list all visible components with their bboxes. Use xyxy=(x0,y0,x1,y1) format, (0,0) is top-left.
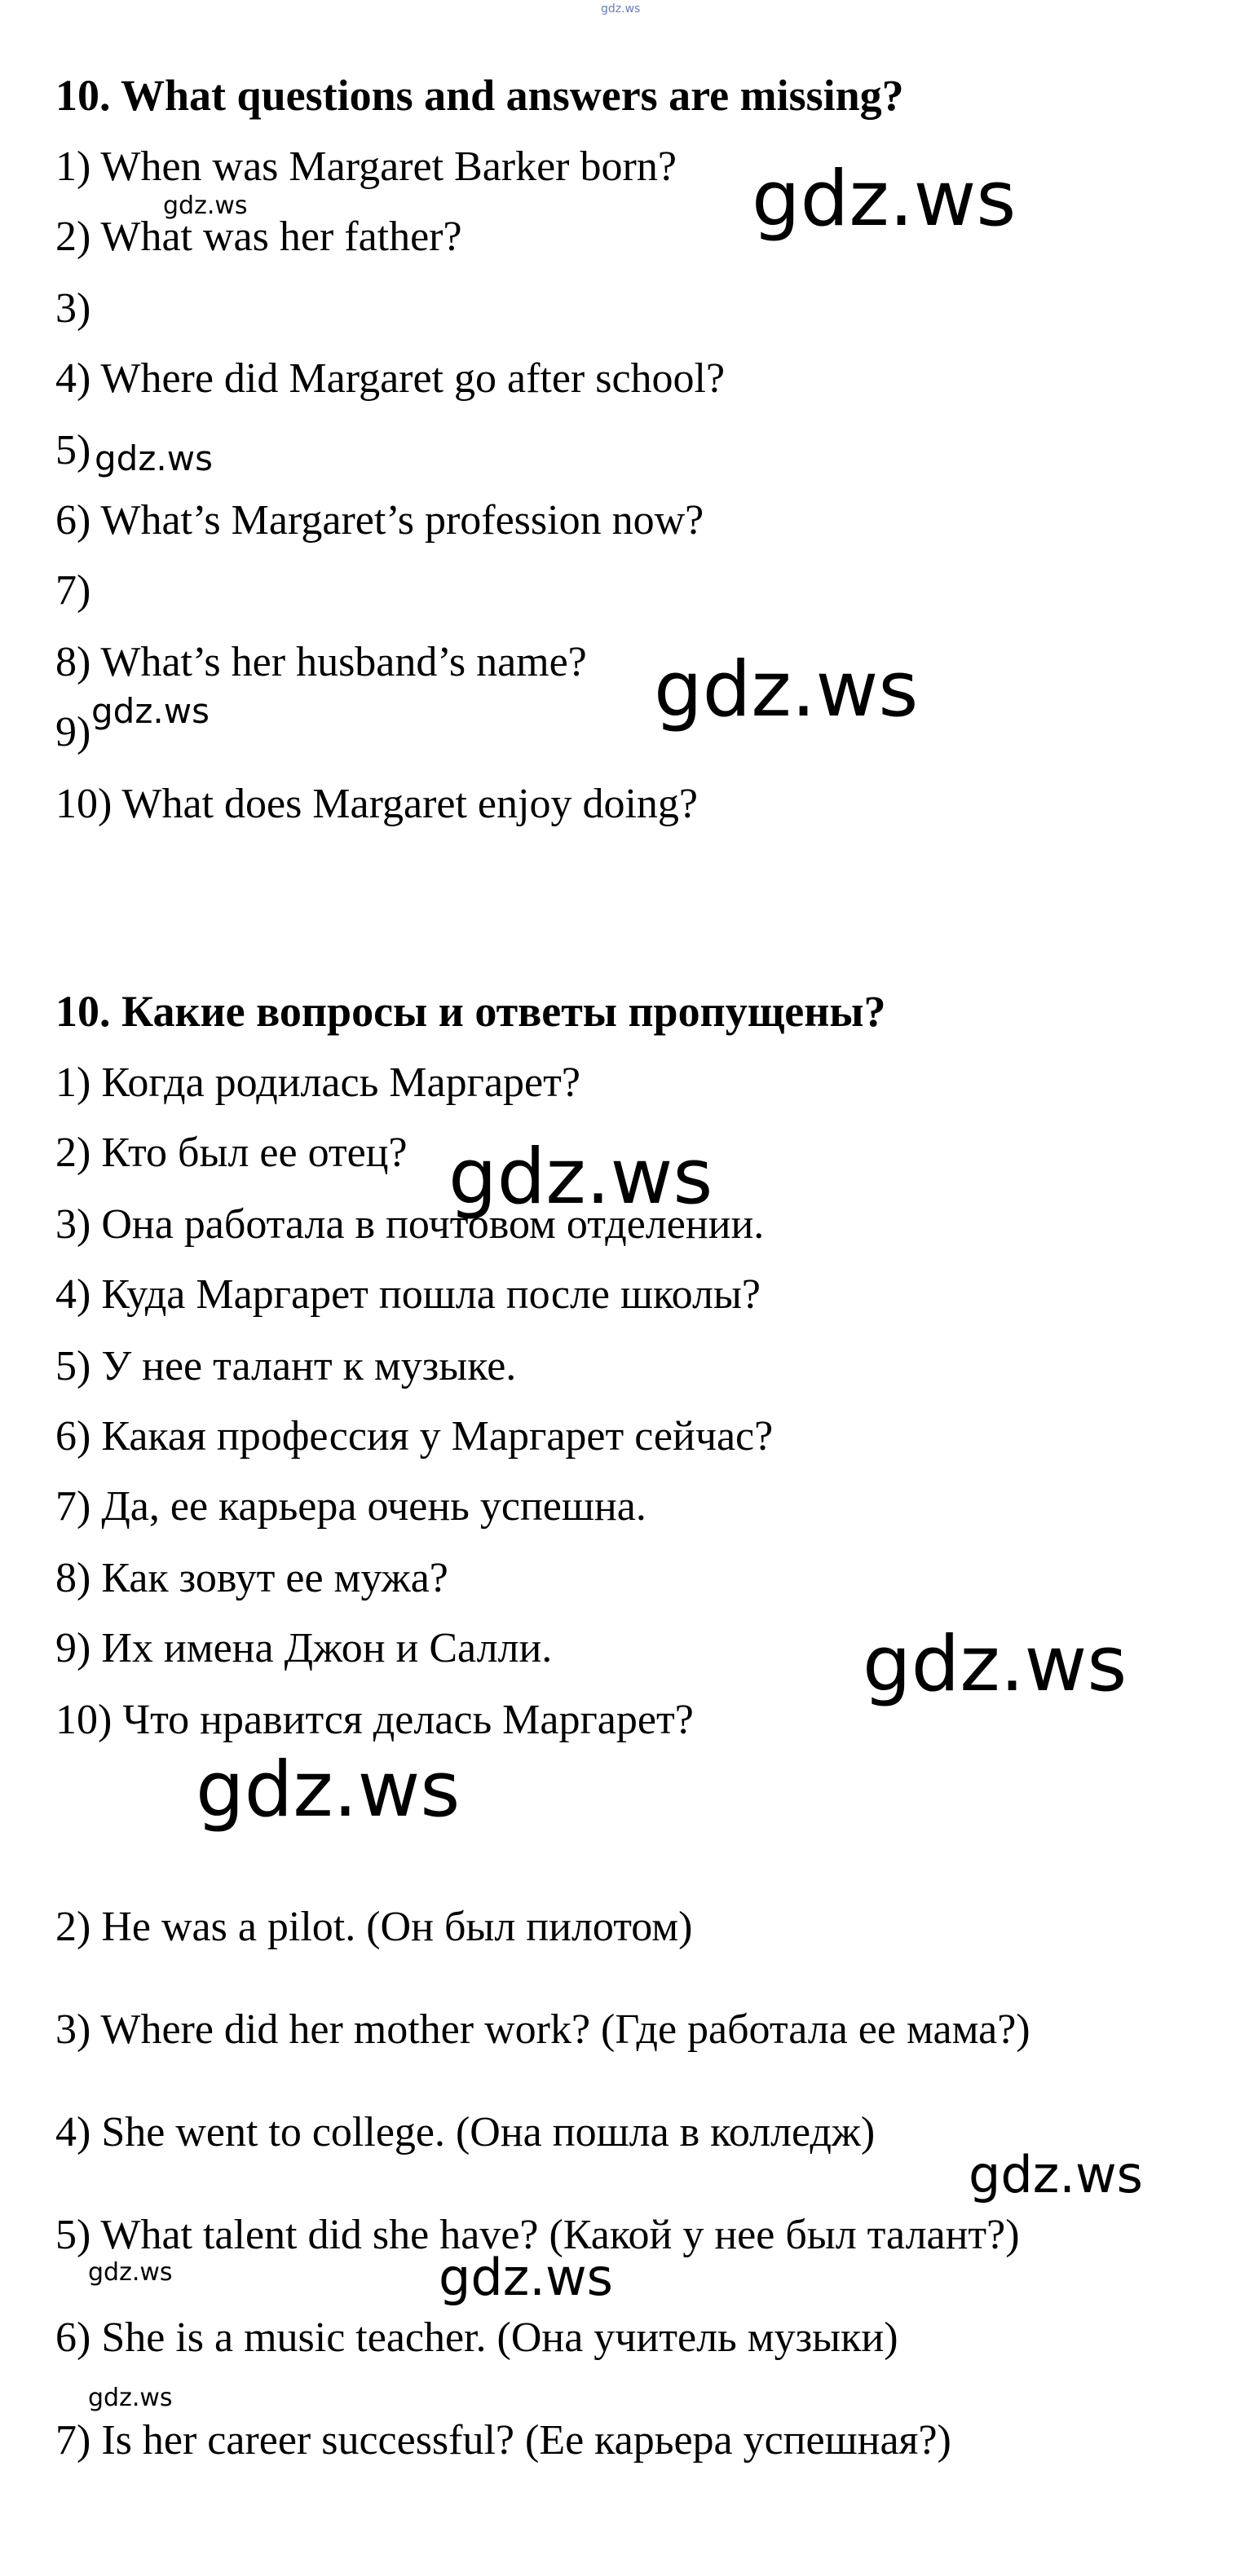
watermark-large: gdz.ws xyxy=(448,1133,713,1222)
english-item-4: 4) Where did Margaret go after school? xyxy=(55,355,726,402)
english-item-10: 10) What does Margaret enjoy doing? xyxy=(55,781,698,827)
russian-item-8: 8) Как зовут ее мужа? xyxy=(55,1555,448,1601)
russian-item-4: 4) Куда Маргарет пошла после школы? xyxy=(55,1271,761,1318)
english-item-9: 9) xyxy=(55,709,91,755)
watermark-large: gdz.ws xyxy=(863,1620,1127,1709)
answer-line-2: 2) He was a pilot. (Он был пилотом) xyxy=(55,1904,693,1950)
top-watermark: gdz.ws xyxy=(601,2,641,15)
russian-heading: 10. Какие вопросы и ответы пропущены? xyxy=(55,987,886,1036)
answer-line-4: 4) She went to college. (Она пошла в колледж) xyxy=(55,2109,876,2155)
answer-line-5: 5) What talent did she have? (Какой у нее был талант?) xyxy=(55,2212,1020,2258)
english-item-2: 2) What was her father? xyxy=(55,214,462,260)
answer-line-3: 3) Where did her mother work? (Где работала ее мама?) xyxy=(55,2006,1030,2053)
watermark-large: gdz.ws xyxy=(196,1746,461,1834)
russian-item-7: 7) Да, ее карьера очень успешна. xyxy=(55,1483,646,1530)
english-item-5: 5) xyxy=(55,427,91,473)
english-item-6: 6) What’s Margaret’s profession now? xyxy=(55,497,704,544)
english-item-7: 7) xyxy=(55,567,91,614)
english-item-8: 8) What’s her husband’s name? xyxy=(55,639,587,685)
russian-item-1: 1) Когда родилась Маргарет? xyxy=(55,1059,580,1106)
russian-item-2: 2) Кто был ее отец? xyxy=(55,1129,408,1176)
watermark-small: gdz.ws xyxy=(88,2384,173,2412)
watermark-medium: gdz.ws xyxy=(95,438,213,478)
watermark-medium: gdz.ws xyxy=(91,691,210,731)
watermark-large: gdz.ws xyxy=(969,2145,1143,2204)
english-item-1: 1) When was Margaret Barker born? xyxy=(55,143,677,190)
answer-line-6: 6) She is a music teacher. (Она учитель музыки) xyxy=(55,2314,898,2361)
russian-item-9: 9) Их имена Джон и Салли. xyxy=(55,1625,553,1671)
russian-item-6: 6) Какая профессия у Маргарет сейчас? xyxy=(55,1413,774,1460)
answer-line-7: 7) Is her career successful? (Ее карьера успешная?) xyxy=(55,2417,951,2464)
watermark-large: gdz.ws xyxy=(752,155,1017,244)
russian-item-3: 3) Она работала в почтовом отделении. xyxy=(55,1201,765,1248)
russian-item-5: 5) У нее талант к музыке. xyxy=(55,1343,517,1389)
watermark-small: gdz.ws xyxy=(88,2258,173,2287)
english-heading: 10. What questions and answers are missing? xyxy=(55,71,904,120)
watermark-large: gdz.ws xyxy=(654,645,919,734)
russian-item-10: 10) Что нравится делась Маргарет? xyxy=(55,1697,694,1743)
watermark-small: gdz.ws xyxy=(163,192,248,220)
watermark-large: gdz.ws xyxy=(439,2248,613,2307)
english-item-3: 3) xyxy=(55,285,91,332)
